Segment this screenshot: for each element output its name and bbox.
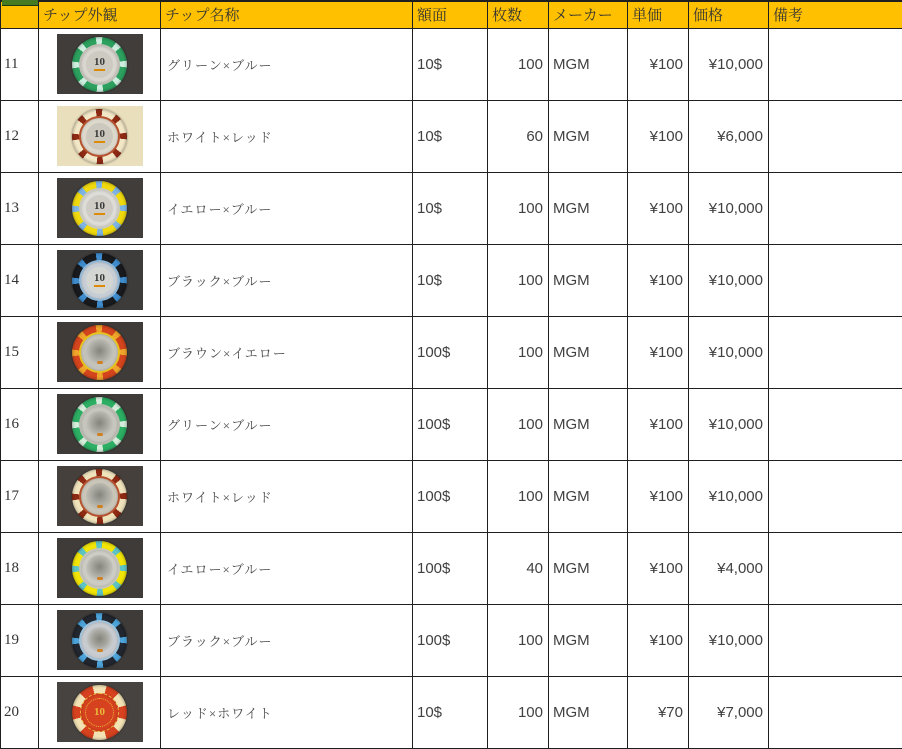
notes-cell[interactable]: [769, 460, 902, 532]
price-cell[interactable]: ¥10,000: [689, 28, 769, 100]
header-row: [1, 1, 902, 28]
column-header-price[interactable]: 価格: [689, 1, 769, 28]
notes-cell[interactable]: [769, 676, 902, 748]
quantity-cell[interactable]: 100: [488, 604, 549, 676]
chip-photo-cell[interactable]: [39, 460, 161, 532]
row-number-cell[interactable]: 20: [1, 676, 39, 748]
green-corner-marker: [2, 0, 38, 6]
table-row: [1, 244, 902, 316]
chip-photo-cell[interactable]: [39, 532, 161, 604]
chip-image: [72, 325, 127, 380]
maker-cell[interactable]: MGM: [549, 676, 628, 748]
chip-image: [72, 397, 127, 452]
row-number-cell[interactable]: 16: [1, 388, 39, 460]
chip-denomination-label: 10: [94, 201, 105, 215]
chip-name-cell[interactable]: イエロー×ブルー: [161, 532, 413, 604]
quantity-cell[interactable]: 100: [488, 244, 549, 316]
chip-denomination-label: 10: [94, 57, 105, 71]
face-value-cell[interactable]: 10$: [413, 676, 488, 748]
notes-cell[interactable]: [769, 28, 902, 100]
price-cell[interactable]: ¥4,000: [689, 532, 769, 604]
face-value-cell[interactable]: 100$: [413, 316, 488, 388]
column-header-unit-price[interactable]: 単価: [628, 1, 689, 28]
notes-cell[interactable]: [769, 244, 902, 316]
column-header-notes[interactable]: 備考: [769, 1, 902, 28]
quantity-cell[interactable]: 100: [488, 316, 549, 388]
quantity-cell[interactable]: 60: [488, 100, 549, 172]
price-cell[interactable]: ¥6,000: [689, 100, 769, 172]
maker-cell[interactable]: MGM: [549, 604, 628, 676]
chip-image: [72, 253, 127, 308]
column-header-chip-name[interactable]: チップ名称: [161, 1, 413, 28]
face-value-cell[interactable]: 10$: [413, 100, 488, 172]
chip-photo-cell[interactable]: [39, 244, 161, 316]
maker-cell[interactable]: MGM: [549, 532, 628, 604]
maker-cell[interactable]: MGM: [549, 28, 628, 100]
unit-price-cell[interactable]: ¥100: [628, 316, 689, 388]
maker-cell[interactable]: MGM: [549, 172, 628, 244]
chip-denomination-label: 10: [94, 129, 105, 143]
chip-photo-cell[interactable]: [39, 388, 161, 460]
unit-price-cell[interactable]: ¥100: [628, 460, 689, 532]
price-cell[interactable]: ¥10,000: [689, 460, 769, 532]
chip-photo: [57, 610, 143, 670]
quantity-cell[interactable]: 100: [488, 460, 549, 532]
chip-name-cell[interactable]: ホワイト×レッド: [161, 460, 413, 532]
price-cell[interactable]: ¥10,000: [689, 172, 769, 244]
column-header-maker[interactable]: メーカー: [549, 1, 628, 28]
unit-price-cell[interactable]: ¥100: [628, 388, 689, 460]
row-number-cell[interactable]: 13: [1, 172, 39, 244]
chip-photo-cell[interactable]: [39, 100, 161, 172]
row-number-cell[interactable]: 12: [1, 100, 39, 172]
notes-cell[interactable]: [769, 172, 902, 244]
notes-cell[interactable]: [769, 532, 902, 604]
chip-photo: [57, 538, 143, 598]
chip-denomination-label: 10: [94, 273, 105, 287]
face-value-cell[interactable]: 10$: [413, 244, 488, 316]
table-row: [1, 28, 902, 100]
column-header-quantity[interactable]: 枚数: [488, 1, 549, 28]
chip-photo-cell[interactable]: [39, 28, 161, 100]
chip-image: [72, 37, 127, 92]
chip-image: [72, 541, 127, 596]
chip-photo-cell[interactable]: [39, 676, 161, 748]
chip-photo: [57, 682, 143, 742]
chip-name-cell[interactable]: グリーン×ブルー: [161, 388, 413, 460]
chip-image: [72, 685, 127, 740]
row-number-cell[interactable]: 18: [1, 532, 39, 604]
column-header-face-value[interactable]: 額面: [413, 1, 488, 28]
chip-photo-cell[interactable]: [39, 172, 161, 244]
chip-name-cell[interactable]: ブラック×ブルー: [161, 604, 413, 676]
quantity-cell[interactable]: 100: [488, 676, 549, 748]
chip-image: [72, 469, 127, 524]
notes-cell[interactable]: [769, 388, 902, 460]
chip-photo: [57, 178, 143, 238]
table-row: [1, 388, 902, 460]
chip-photo-cell[interactable]: [39, 604, 161, 676]
face-value-cell[interactable]: 100$: [413, 388, 488, 460]
chip-denomination-label: 10: [94, 705, 105, 718]
row-number-cell[interactable]: 14: [1, 244, 39, 316]
chip-photo: [57, 322, 143, 382]
chip-image: [72, 109, 127, 164]
chip-name-cell[interactable]: ブラック×ブルー: [161, 244, 413, 316]
chip-image: [72, 613, 127, 668]
chip-name-cell[interactable]: ブラウン×イエロー: [161, 316, 413, 388]
face-value-cell[interactable]: 100$: [413, 532, 488, 604]
row-number-cell[interactable]: 19: [1, 604, 39, 676]
notes-cell[interactable]: [769, 316, 902, 388]
table-row: [1, 172, 902, 244]
unit-price-cell[interactable]: ¥100: [628, 532, 689, 604]
unit-price-cell[interactable]: ¥100: [628, 100, 689, 172]
row-number-cell[interactable]: 15: [1, 316, 39, 388]
table-row: [1, 100, 902, 172]
unit-price-cell[interactable]: ¥100: [628, 244, 689, 316]
chip-photo: [57, 394, 143, 454]
maker-cell[interactable]: MGM: [549, 244, 628, 316]
chip-name-cell[interactable]: グリーン×ブルー: [161, 28, 413, 100]
notes-cell[interactable]: [769, 100, 902, 172]
table-row: [1, 460, 902, 532]
chip-photo: [57, 466, 143, 526]
table-row: [1, 532, 902, 604]
face-value-cell[interactable]: 10$: [413, 172, 488, 244]
unit-price-cell[interactable]: ¥70: [628, 676, 689, 748]
column-header-chip-appearance[interactable]: チップ外観: [39, 1, 161, 28]
price-cell[interactable]: ¥10,000: [689, 244, 769, 316]
face-value-cell[interactable]: 10$: [413, 28, 488, 100]
maker-cell[interactable]: MGM: [549, 388, 628, 460]
chip-photo: [57, 250, 143, 310]
price-cell[interactable]: ¥7,000: [689, 676, 769, 748]
chip-name-cell[interactable]: イエロー×ブルー: [161, 172, 413, 244]
maker-cell[interactable]: MGM: [549, 460, 628, 532]
maker-cell[interactable]: MGM: [549, 100, 628, 172]
face-value-cell[interactable]: 100$: [413, 460, 488, 532]
price-cell[interactable]: ¥10,000: [689, 604, 769, 676]
quantity-cell[interactable]: 100: [488, 388, 549, 460]
table-row: [1, 316, 902, 388]
price-cell[interactable]: ¥10,000: [689, 388, 769, 460]
table-row: [1, 676, 902, 748]
notes-cell[interactable]: [769, 604, 902, 676]
price-cell[interactable]: ¥10,000: [689, 316, 769, 388]
face-value-cell[interactable]: 100$: [413, 604, 488, 676]
chip-image: [72, 181, 127, 236]
quantity-cell[interactable]: 100: [488, 28, 549, 100]
chip-name-cell[interactable]: ホワイト×レッド: [161, 100, 413, 172]
unit-price-cell[interactable]: ¥100: [628, 604, 689, 676]
row-number-cell[interactable]: 17: [1, 460, 39, 532]
unit-price-cell[interactable]: ¥100: [628, 28, 689, 100]
chip-name-cell[interactable]: レッド×ホワイト: [161, 676, 413, 748]
unit-price-cell[interactable]: ¥100: [628, 172, 689, 244]
chip-photo: [57, 34, 143, 94]
maker-cell[interactable]: MGM: [549, 316, 628, 388]
chip-photo: [57, 106, 143, 166]
table-row: [1, 604, 902, 676]
row-number-cell[interactable]: 11: [1, 28, 39, 100]
quantity-cell[interactable]: 100: [488, 172, 549, 244]
quantity-cell[interactable]: 40: [488, 532, 549, 604]
chip-photo-cell[interactable]: [39, 316, 161, 388]
